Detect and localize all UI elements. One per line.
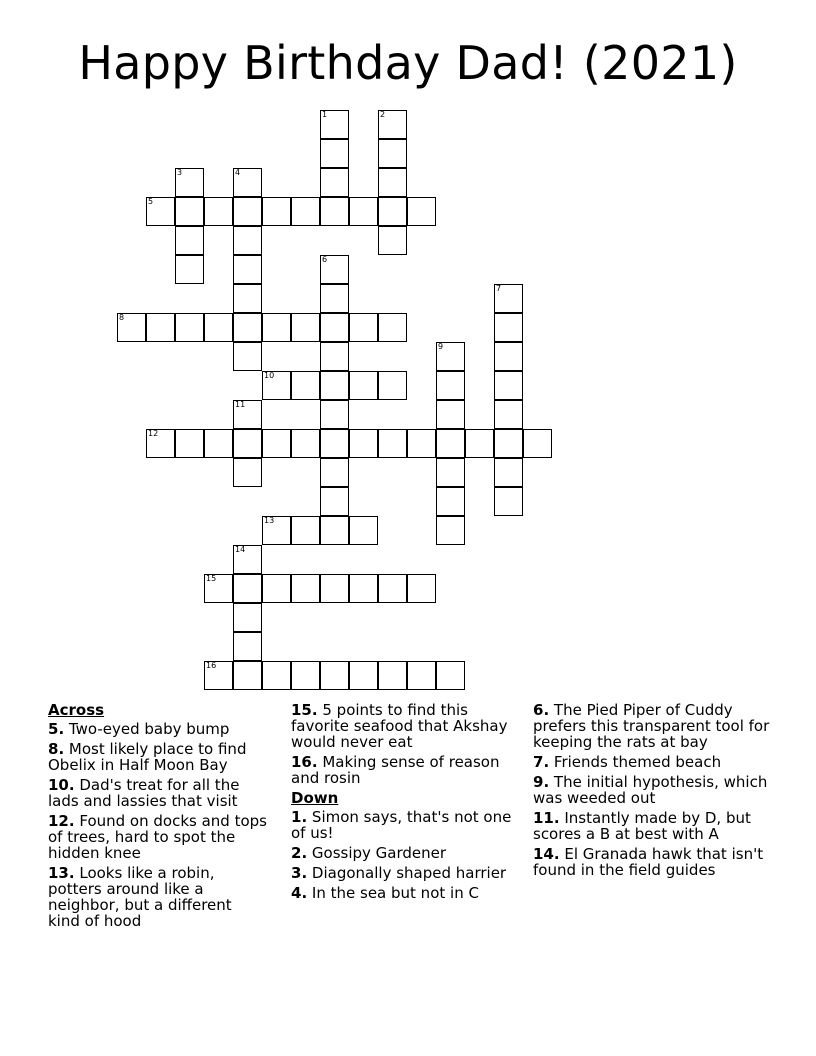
grid-cell[interactable] xyxy=(291,371,320,400)
grid-cell[interactable] xyxy=(320,110,349,139)
clue-number: 10 xyxy=(264,371,275,380)
clue-number: 6 xyxy=(322,255,328,264)
grid-cell[interactable] xyxy=(320,371,349,400)
grid-cell[interactable] xyxy=(349,197,378,226)
clue-number: 7 xyxy=(496,284,502,293)
grid-cell[interactable] xyxy=(262,661,291,690)
grid-cell[interactable] xyxy=(378,226,407,255)
down-clue-11[interactable]: 11. Instantly made by D, but scores a B at best with A xyxy=(533,809,751,843)
down-clue-9[interactable]: 9. The initial hypothesis, which was weeded out xyxy=(533,773,768,807)
grid-cell[interactable] xyxy=(233,603,262,632)
grid-cell[interactable] xyxy=(175,197,204,226)
grid-cell[interactable] xyxy=(291,574,320,603)
grid-cell[interactable] xyxy=(378,197,407,226)
grid-cell[interactable] xyxy=(233,255,262,284)
grid-cell[interactable] xyxy=(233,342,262,371)
grid-cell[interactable] xyxy=(233,226,262,255)
grid-cell[interactable] xyxy=(204,574,233,603)
grid-cell[interactable] xyxy=(262,429,291,458)
grid-cell[interactable] xyxy=(320,313,349,342)
grid-cell[interactable] xyxy=(233,168,262,197)
down-clue-6[interactable]: 6. The Pied Piper of Cuddy prefers this transparent tool for keeping the rats at bay xyxy=(533,701,770,751)
grid-cell[interactable] xyxy=(378,168,407,197)
grid-cell[interactable] xyxy=(262,197,291,226)
grid-cell[interactable] xyxy=(349,574,378,603)
clue-column-3 xyxy=(533,702,773,882)
grid-cell[interactable] xyxy=(320,342,349,371)
grid-cell[interactable] xyxy=(436,429,465,458)
down-clue-4[interactable]: 4. In the sea but not in C xyxy=(291,884,479,902)
clue-number: 1 xyxy=(322,110,328,119)
grid-cell[interactable] xyxy=(262,371,291,400)
grid-cell[interactable] xyxy=(262,516,291,545)
across-clue-10[interactable]: 10. Dad's treat for all the lads and lassies that visit xyxy=(48,776,240,810)
grid-cell[interactable] xyxy=(320,284,349,313)
across-clue-15[interactable]: 15. 5 points to find this favorite seafood that Akshay would never eat xyxy=(291,701,508,751)
grid-cell[interactable] xyxy=(349,429,378,458)
grid-cell[interactable] xyxy=(204,429,233,458)
grid-cell[interactable] xyxy=(407,429,436,458)
down-clue-14[interactable]: 14. El Granada hawk that isn't found in the field guides xyxy=(533,845,764,879)
grid-cell[interactable] xyxy=(378,139,407,168)
grid-cell[interactable] xyxy=(320,197,349,226)
grid-cell[interactable] xyxy=(349,313,378,342)
grid-cell[interactable] xyxy=(349,371,378,400)
grid-cell[interactable] xyxy=(175,168,204,197)
grid-cell[interactable] xyxy=(204,661,233,690)
grid-cell[interactable] xyxy=(233,661,262,690)
grid-cell[interactable] xyxy=(233,545,262,574)
grid-cell[interactable] xyxy=(436,342,465,371)
grid-cell[interactable] xyxy=(291,197,320,226)
grid-cell[interactable] xyxy=(175,226,204,255)
grid-cell[interactable] xyxy=(233,313,262,342)
grid-cell[interactable] xyxy=(146,197,175,226)
clue-number: 12 xyxy=(148,429,159,438)
grid-cell[interactable] xyxy=(349,516,378,545)
clue-number: 8 xyxy=(119,313,125,322)
down-heading: Down xyxy=(291,789,339,807)
grid-cell[interactable] xyxy=(262,313,291,342)
clue-column-2 xyxy=(291,702,516,905)
grid-cell[interactable] xyxy=(494,342,523,371)
grid-cell[interactable] xyxy=(262,574,291,603)
grid-cell[interactable] xyxy=(436,371,465,400)
down-clue-2[interactable]: 2. Gossipy Gardener xyxy=(291,844,447,862)
clue-number: 3 xyxy=(177,168,183,177)
grid-cell[interactable] xyxy=(320,429,349,458)
grid-cell[interactable] xyxy=(175,313,204,342)
grid-cell[interactable] xyxy=(378,313,407,342)
grid-cell[interactable] xyxy=(291,429,320,458)
clue-column-1 xyxy=(48,702,268,933)
grid-cell[interactable] xyxy=(320,516,349,545)
grid-cell[interactable] xyxy=(204,313,233,342)
grid-cell[interactable] xyxy=(291,313,320,342)
clue-number: 13 xyxy=(264,516,275,525)
down-clue-7[interactable]: 7. Friends themed beach xyxy=(533,753,722,771)
grid-cell[interactable] xyxy=(407,661,436,690)
grid-cell[interactable] xyxy=(175,255,204,284)
grid-cell[interactable] xyxy=(378,429,407,458)
clue-number: 16 xyxy=(206,661,217,670)
clue-number: 4 xyxy=(235,168,241,177)
across-clue-13[interactable]: 13. Looks like a robin, potters around like a neighbor, but a different kind of hood xyxy=(48,864,232,930)
grid-cell[interactable] xyxy=(233,574,262,603)
grid-cell[interactable] xyxy=(407,197,436,226)
grid-cell[interactable] xyxy=(320,400,349,429)
grid-cell[interactable] xyxy=(320,139,349,168)
grid-cell[interactable] xyxy=(436,487,465,516)
clue-number: 2 xyxy=(380,110,386,119)
grid-cell[interactable] xyxy=(436,661,465,690)
clue-number: 14 xyxy=(235,545,246,554)
grid-cell[interactable] xyxy=(494,429,523,458)
clue-number: 11 xyxy=(235,400,246,409)
grid-cell[interactable] xyxy=(146,429,175,458)
grid-cell[interactable] xyxy=(320,255,349,284)
across-clue-16[interactable]: 16. Making sense of reason and rosin xyxy=(291,753,500,787)
grid-cell[interactable] xyxy=(494,458,523,487)
grid-cell[interactable] xyxy=(349,661,378,690)
grid-cell[interactable] xyxy=(465,429,494,458)
grid-cell[interactable] xyxy=(233,284,262,313)
grid-cell[interactable] xyxy=(175,429,204,458)
grid-cell[interactable] xyxy=(320,574,349,603)
grid-cell[interactable] xyxy=(378,661,407,690)
grid-cell[interactable] xyxy=(494,400,523,429)
grid-cell[interactable] xyxy=(494,284,523,313)
grid-cell[interactable] xyxy=(523,429,552,458)
across-heading: Across xyxy=(48,701,105,719)
grid-cell[interactable] xyxy=(233,632,262,661)
grid-cell[interactable] xyxy=(378,110,407,139)
grid-cell[interactable] xyxy=(146,313,175,342)
grid-cell[interactable] xyxy=(494,371,523,400)
grid-cell[interactable] xyxy=(291,516,320,545)
grid-cell[interactable] xyxy=(494,313,523,342)
grid-cell[interactable] xyxy=(204,197,233,226)
grid-cell[interactable] xyxy=(494,487,523,516)
grid-cell[interactable] xyxy=(233,458,262,487)
down-clue-1[interactable]: 1. Simon says, that's not one of us! xyxy=(291,808,512,842)
across-clue-12[interactable]: 12. Found on docks and tops of trees, hard to spot the hidden knee xyxy=(48,812,267,862)
clue-number: 9 xyxy=(438,342,444,351)
grid-cell[interactable] xyxy=(320,168,349,197)
grid-cell[interactable] xyxy=(436,458,465,487)
grid-cell[interactable] xyxy=(320,487,349,516)
grid-cell[interactable] xyxy=(320,458,349,487)
clue-number: 15 xyxy=(206,574,217,583)
page-title: Happy Birthday Dad! (2021) xyxy=(78,36,738,90)
down-clue-3[interactable]: 3. Diagonally shaped harrier xyxy=(291,864,507,882)
grid-cell[interactable] xyxy=(378,574,407,603)
across-clue-8[interactable]: 8. Most likely place to find Obelix in Half Moon Bay xyxy=(48,740,247,774)
grid-cell[interactable] xyxy=(291,661,320,690)
grid-cell[interactable] xyxy=(233,197,262,226)
grid-cell[interactable] xyxy=(436,400,465,429)
grid-cell[interactable] xyxy=(378,371,407,400)
grid-cell[interactable] xyxy=(233,400,262,429)
across-clue-5[interactable]: 5. Two-eyed baby bump xyxy=(48,720,230,738)
grid-cell[interactable] xyxy=(320,661,349,690)
grid-cell[interactable] xyxy=(407,574,436,603)
grid-cell[interactable] xyxy=(233,429,262,458)
grid-cell[interactable] xyxy=(436,516,465,545)
grid-cell[interactable] xyxy=(117,313,146,342)
clue-number: 5 xyxy=(148,197,154,206)
